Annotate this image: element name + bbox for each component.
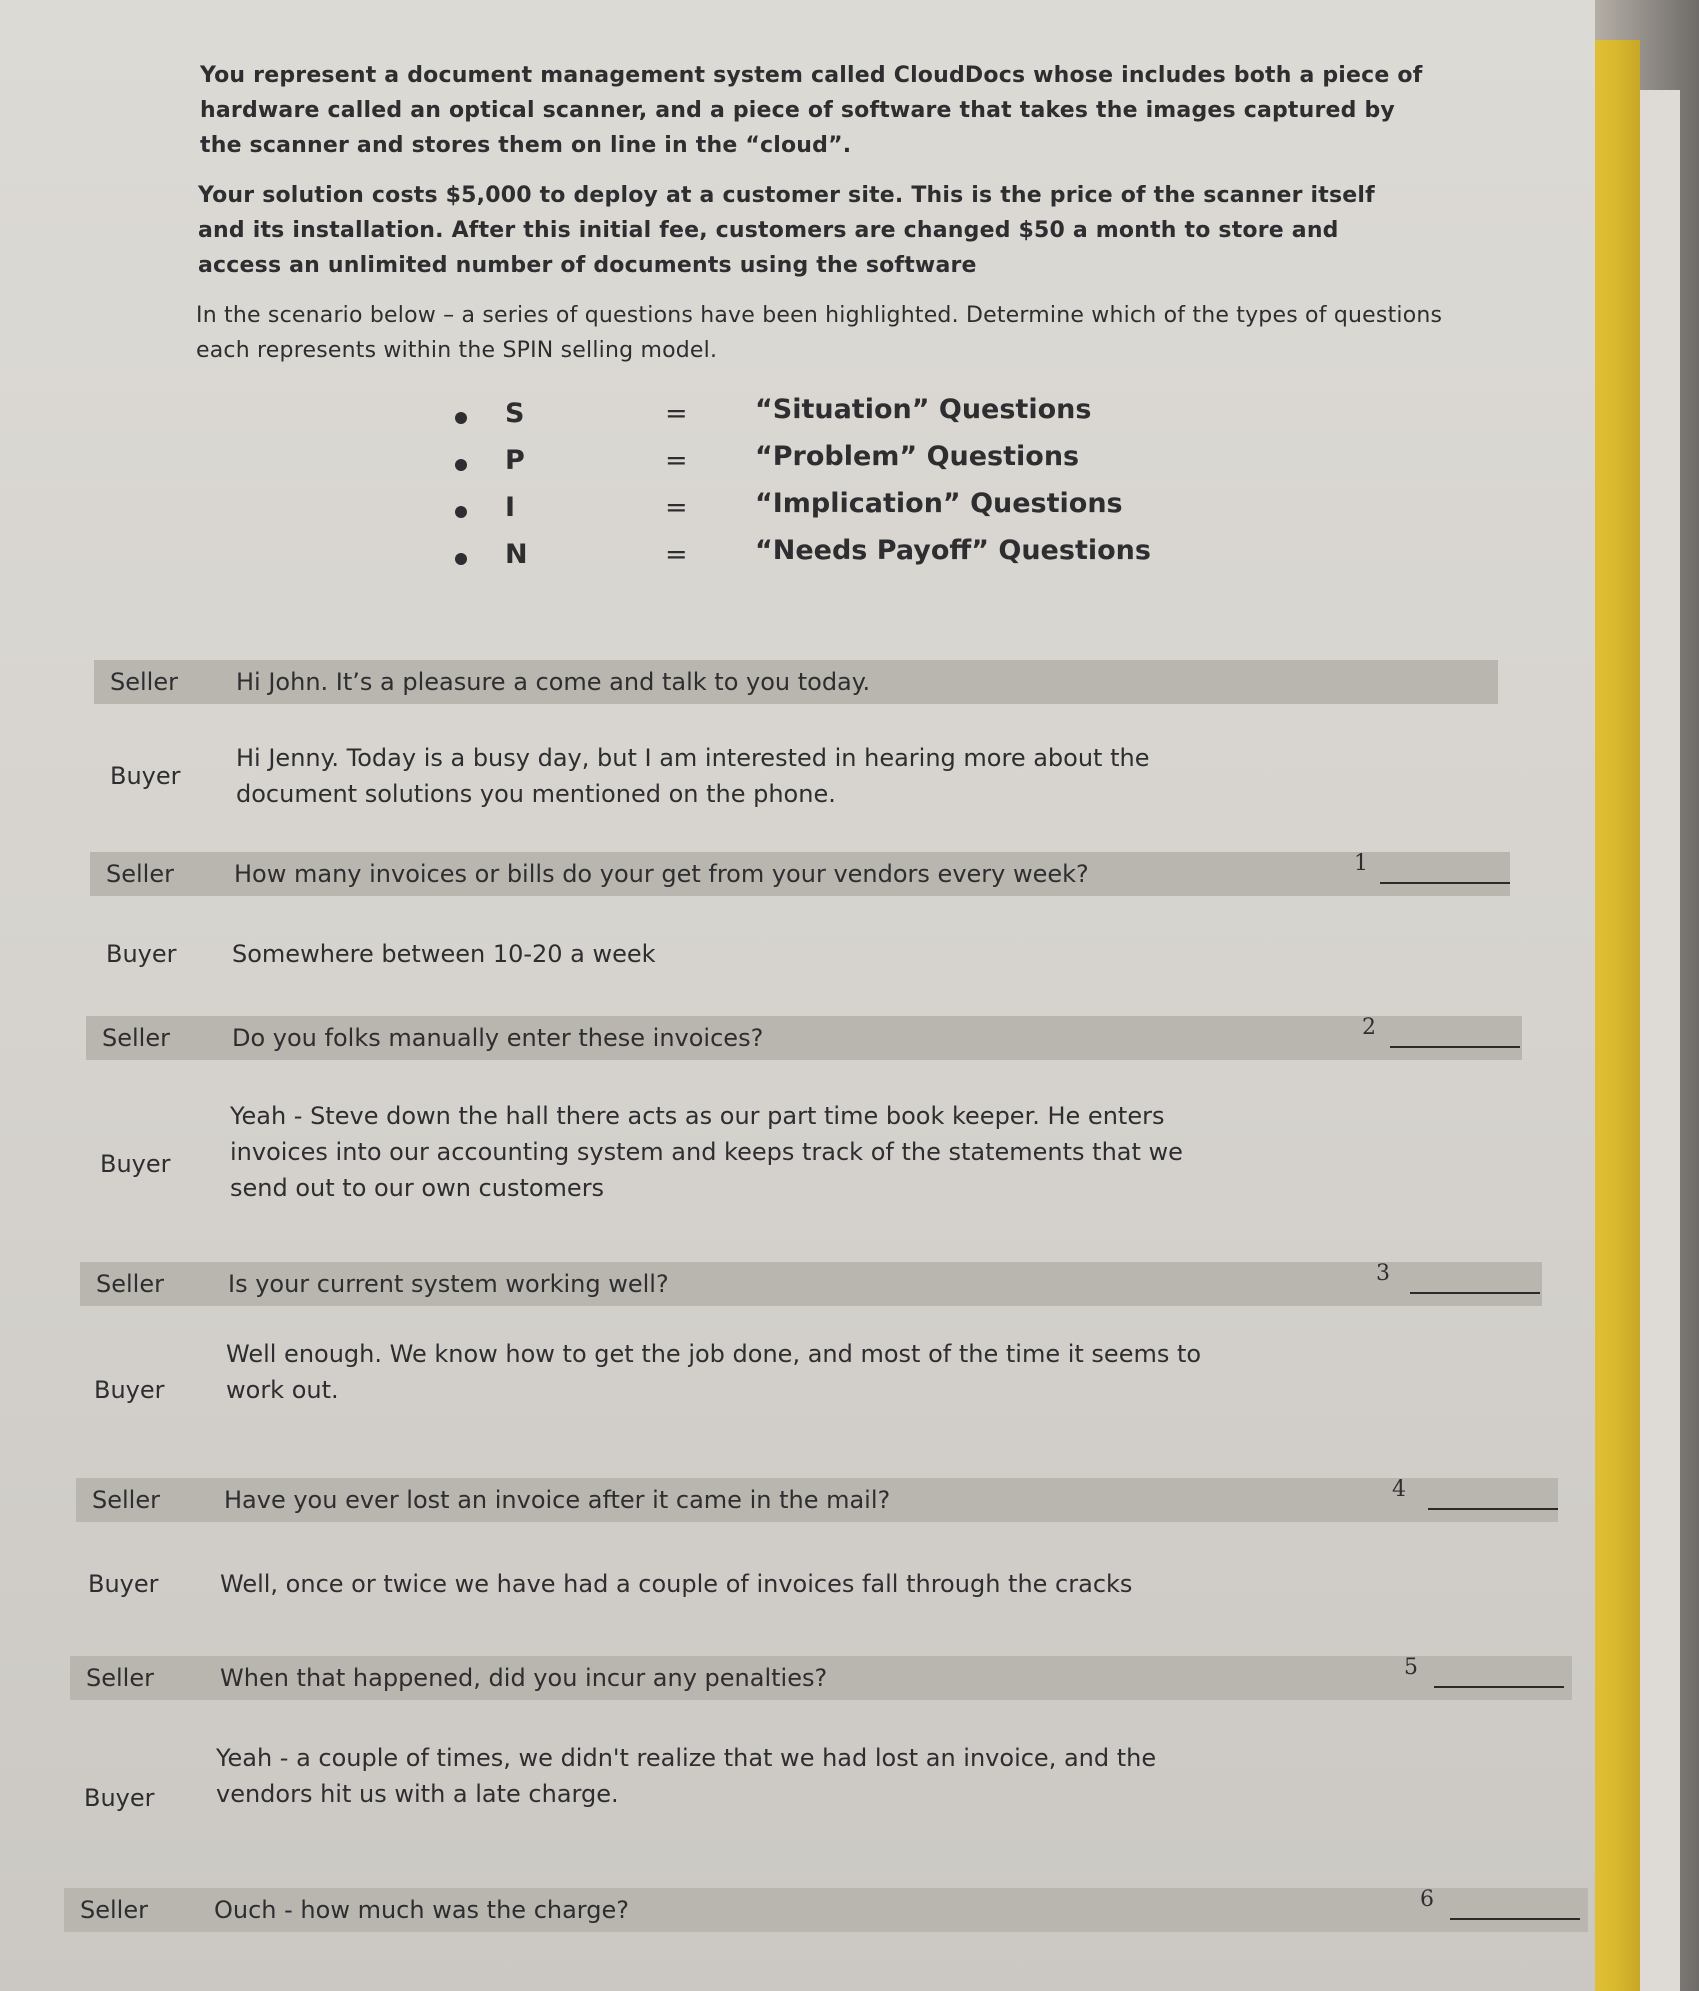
speaker-label: Buyer [88, 1570, 159, 1598]
bullet-icon [455, 553, 467, 565]
speaker-label: Seller [80, 1896, 148, 1924]
dialogue-buyer-line [100, 1098, 1250, 1218]
speaker-label: Buyer [110, 762, 181, 790]
dialogue-buyer-line [84, 1740, 1234, 1824]
spin-legend [455, 394, 1155, 586]
dialogue-text: Well, once or twice we have had a couple of invoices fall through the cracks [220, 1570, 1133, 1598]
legend-letter: N [505, 539, 528, 570]
question-number: 4 [1392, 1477, 1406, 1502]
legend-meaning: “Situation” Questions [755, 394, 1092, 425]
dialogue-text: Hi John. It’s a pleasure a come and talk to you today. [236, 668, 871, 696]
dialogue-text: Yeah - Steve down the hall there acts as our part time book keeper. He enters invoices into our accounting system and keeps track of the statements that we send out to our own customers [230, 1102, 1183, 1202]
legend-meaning: “Needs Payoff” Questions [755, 535, 1151, 566]
intro-paragraph: You represent a document management system called CloudDocs whose includes both a piece of hardware called an optical scanner, and a piece of software that takes the images captured by the scanner and stores them on line in the “cloud”. [200, 63, 1423, 158]
question-number: 6 [1420, 1887, 1434, 1912]
question-number: 3 [1376, 1261, 1390, 1286]
dialogue-seller-question [76, 1478, 1558, 1522]
legend-letter: I [505, 492, 516, 523]
legend-meaning: “Implication” Questions [755, 488, 1123, 519]
legend-item [455, 535, 1155, 586]
dialogue-seller-question [64, 1888, 1588, 1932]
answer-blank[interactable] [1434, 1686, 1564, 1688]
legend-item [455, 441, 1155, 492]
speaker-label: Seller [106, 860, 174, 888]
dialogue-seller-question [90, 852, 1510, 896]
dialogue-buyer-line [94, 1336, 1244, 1420]
dialogue-buyer-line [110, 740, 1210, 820]
answer-blank[interactable] [1380, 882, 1510, 884]
question-number: 5 [1404, 1655, 1418, 1680]
legend-meaning: “Problem” Questions [755, 441, 1080, 472]
dialogue-text: Do you folks manually enter these invoices? [232, 1024, 764, 1052]
dialogue-text: Well enough. We know how to get the job done, and most of the time it seems to work out. [226, 1340, 1202, 1404]
speaker-label: Seller [86, 1664, 154, 1692]
dialogue-text: Have you ever lost an invoice after it came in the mail? [224, 1486, 891, 1514]
answer-blank[interactable] [1410, 1292, 1540, 1294]
answer-blank[interactable] [1390, 1046, 1520, 1048]
speaker-label: Buyer [106, 940, 177, 968]
legend-equals: = [665, 445, 688, 476]
answer-blank[interactable] [1450, 1918, 1580, 1920]
pricing-paragraph: Your solution costs $5,000 to deploy at a customer site. This is the price of the scanner itself and its installation. After this initial fee, customers are changed $50 a month to store and access an unlimited number of documents using the software [198, 183, 1375, 278]
legend-equals: = [665, 539, 688, 570]
bullet-icon [455, 459, 467, 471]
dialogue-text: When that happened, did you incur any penalties? [220, 1664, 828, 1692]
dialogue-text: Somewhere between 10-20 a week [232, 940, 656, 968]
legend-letter: P [505, 445, 525, 476]
dialogue-text: Yeah - a couple of times, we didn't realize that we had lost an invoice, and the vendors hit us with a late charge. [216, 1744, 1157, 1808]
instructions-paragraph: In the scenario below – a series of questions have been highlighted. Determine which of the types of questions each represents within the SPIN selling model. [196, 303, 1443, 363]
legend-item [455, 488, 1155, 539]
answer-blank[interactable] [1428, 1508, 1558, 1510]
speaker-label: Seller [110, 668, 178, 696]
legend-item [455, 394, 1155, 445]
legend-letter: S [505, 398, 525, 429]
dialogue-seller-question [70, 1656, 1572, 1700]
legend-equals: = [665, 398, 688, 429]
speaker-label: Seller [92, 1486, 160, 1514]
dialogue-seller-question [86, 1016, 1522, 1060]
bullet-icon [455, 412, 467, 424]
dialogue-text: Hi Jenny. Today is a busy day, but I am interested in hearing more about the document solutions you mentioned on the phone. [236, 744, 1150, 808]
dialogue-buyer-line [106, 940, 1006, 980]
question-number: 1 [1354, 851, 1368, 876]
bullet-icon [455, 506, 467, 518]
speaker-label: Seller [102, 1024, 170, 1052]
speaker-label: Buyer [84, 1784, 155, 1812]
dialogue-text: Ouch - how much was the charge? [214, 1896, 629, 1924]
speaker-label: Buyer [100, 1150, 171, 1178]
speaker-label: Seller [96, 1270, 164, 1298]
dialogue-buyer-line [88, 1570, 1238, 1614]
legend-equals: = [665, 492, 688, 523]
speaker-label: Buyer [94, 1376, 165, 1404]
dialogue-seller-question [80, 1262, 1542, 1306]
white-paper-edge [1640, 90, 1680, 1991]
dialogue-text: Is your current system working well? [228, 1270, 669, 1298]
dialogue-text: How many invoices or bills do your get from your vendors every week? [234, 860, 1089, 888]
question-number: 2 [1362, 1015, 1376, 1040]
dialogue-seller-line [94, 660, 1498, 704]
